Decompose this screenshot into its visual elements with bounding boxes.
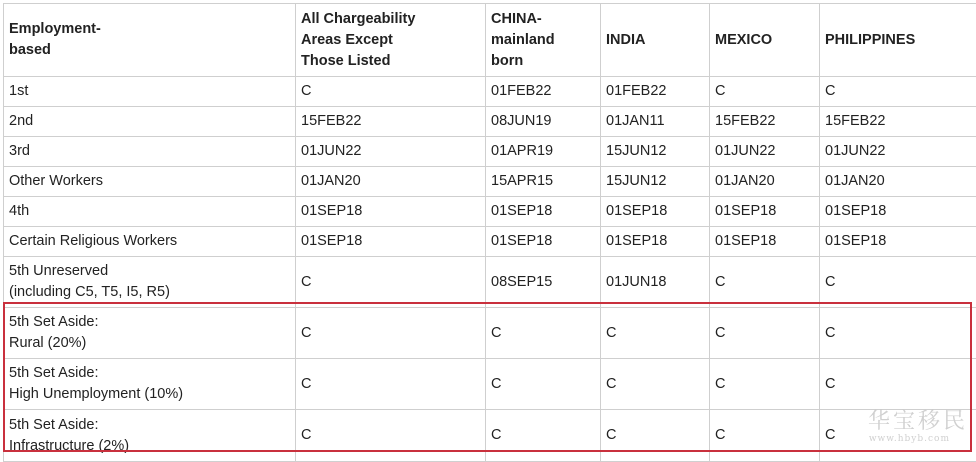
category-cell: Other Workers (4, 167, 296, 197)
date-cell: C (296, 359, 486, 410)
date-cell: C (486, 410, 601, 462)
date-cell: 01SEP18 (710, 227, 820, 257)
table-row (4, 77, 976, 107)
category-cell: 5th Unreserved (including C5, T5, I5, R5) (4, 257, 296, 308)
date-cell: 01SEP18 (601, 227, 710, 257)
table-row (4, 410, 976, 462)
category-cell: 4th (4, 197, 296, 227)
date-cell: C (820, 359, 976, 410)
date-cell: C (296, 410, 486, 462)
table-row (4, 197, 976, 227)
header-india: INDIA (601, 4, 710, 77)
date-cell: C (820, 308, 976, 359)
date-cell: C (486, 359, 601, 410)
date-cell: C (710, 410, 820, 462)
date-cell: C (820, 257, 976, 308)
header-row (4, 4, 976, 77)
date-cell: C (486, 308, 601, 359)
date-cell: 01SEP18 (710, 197, 820, 227)
table-row (4, 137, 976, 167)
date-cell: C (820, 410, 976, 462)
date-cell: 01SEP18 (296, 197, 486, 227)
date-cell: 15FEB22 (710, 107, 820, 137)
table-row (4, 107, 976, 137)
date-cell: 01JAN20 (710, 167, 820, 197)
date-cell: 01SEP18 (486, 227, 601, 257)
date-cell: C (820, 77, 976, 107)
date-cell: C (710, 308, 820, 359)
date-cell: 01FEB22 (486, 77, 601, 107)
table-row (4, 167, 976, 197)
date-cell: C (710, 77, 820, 107)
date-cell: 15FEB22 (296, 107, 486, 137)
header-all-chargeability: All Chargeability Areas Except Those Listed (296, 4, 486, 77)
date-cell: 08JUN19 (486, 107, 601, 137)
date-cell: C (710, 257, 820, 308)
header-philippines: PHILIPPINES (820, 4, 976, 77)
date-cell: 01SEP18 (820, 227, 976, 257)
date-cell: 08SEP15 (486, 257, 601, 308)
date-cell: 15FEB22 (820, 107, 976, 137)
date-cell: 01FEB22 (601, 77, 710, 107)
header-mexico: MEXICO (710, 4, 820, 77)
date-cell: 01JUN18 (601, 257, 710, 308)
date-cell: 01JAN20 (820, 167, 976, 197)
date-cell: 15JUN12 (601, 167, 710, 197)
date-cell: 15JUN12 (601, 137, 710, 167)
date-cell: C (601, 410, 710, 462)
table-row (4, 308, 976, 359)
category-cell: 3rd (4, 137, 296, 167)
date-cell: C (296, 257, 486, 308)
date-cell: 01APR19 (486, 137, 601, 167)
date-cell: 01JUN22 (710, 137, 820, 167)
category-cell: 5th Set Aside: Rural (20%) (4, 308, 296, 359)
category-cell: 5th Set Aside: High Unemployment (10%) (4, 359, 296, 410)
table-row (4, 257, 976, 308)
category-cell: 2nd (4, 107, 296, 137)
date-cell: 01JAN20 (296, 167, 486, 197)
table-row (4, 359, 976, 410)
date-cell: 01JUN22 (296, 137, 486, 167)
date-cell: C (601, 359, 710, 410)
date-cell: 15APR15 (486, 167, 601, 197)
category-cell: 5th Set Aside: Infrastructure (2%) (4, 410, 296, 462)
category-cell: 1st (4, 77, 296, 107)
date-cell: 01SEP18 (820, 197, 976, 227)
date-cell: C (601, 308, 710, 359)
visa-bulletin-table (3, 3, 976, 462)
date-cell: C (710, 359, 820, 410)
date-cell: C (296, 308, 486, 359)
watermark-logo: 华宝移民 (868, 404, 968, 435)
date-cell: C (296, 77, 486, 107)
header-china: CHINA- mainland born (486, 4, 601, 77)
watermark-site: www.hbyb.com (869, 434, 950, 444)
date-cell: 01JAN11 (601, 107, 710, 137)
table-row (4, 227, 976, 257)
category-cell: Certain Religious Workers (4, 227, 296, 257)
header-employment-based: Employment- based (4, 4, 296, 77)
date-cell: 01SEP18 (486, 197, 601, 227)
date-cell: 01SEP18 (601, 197, 710, 227)
date-cell: 01SEP18 (296, 227, 486, 257)
watermark (868, 404, 968, 444)
date-cell: 01JUN22 (820, 137, 976, 167)
